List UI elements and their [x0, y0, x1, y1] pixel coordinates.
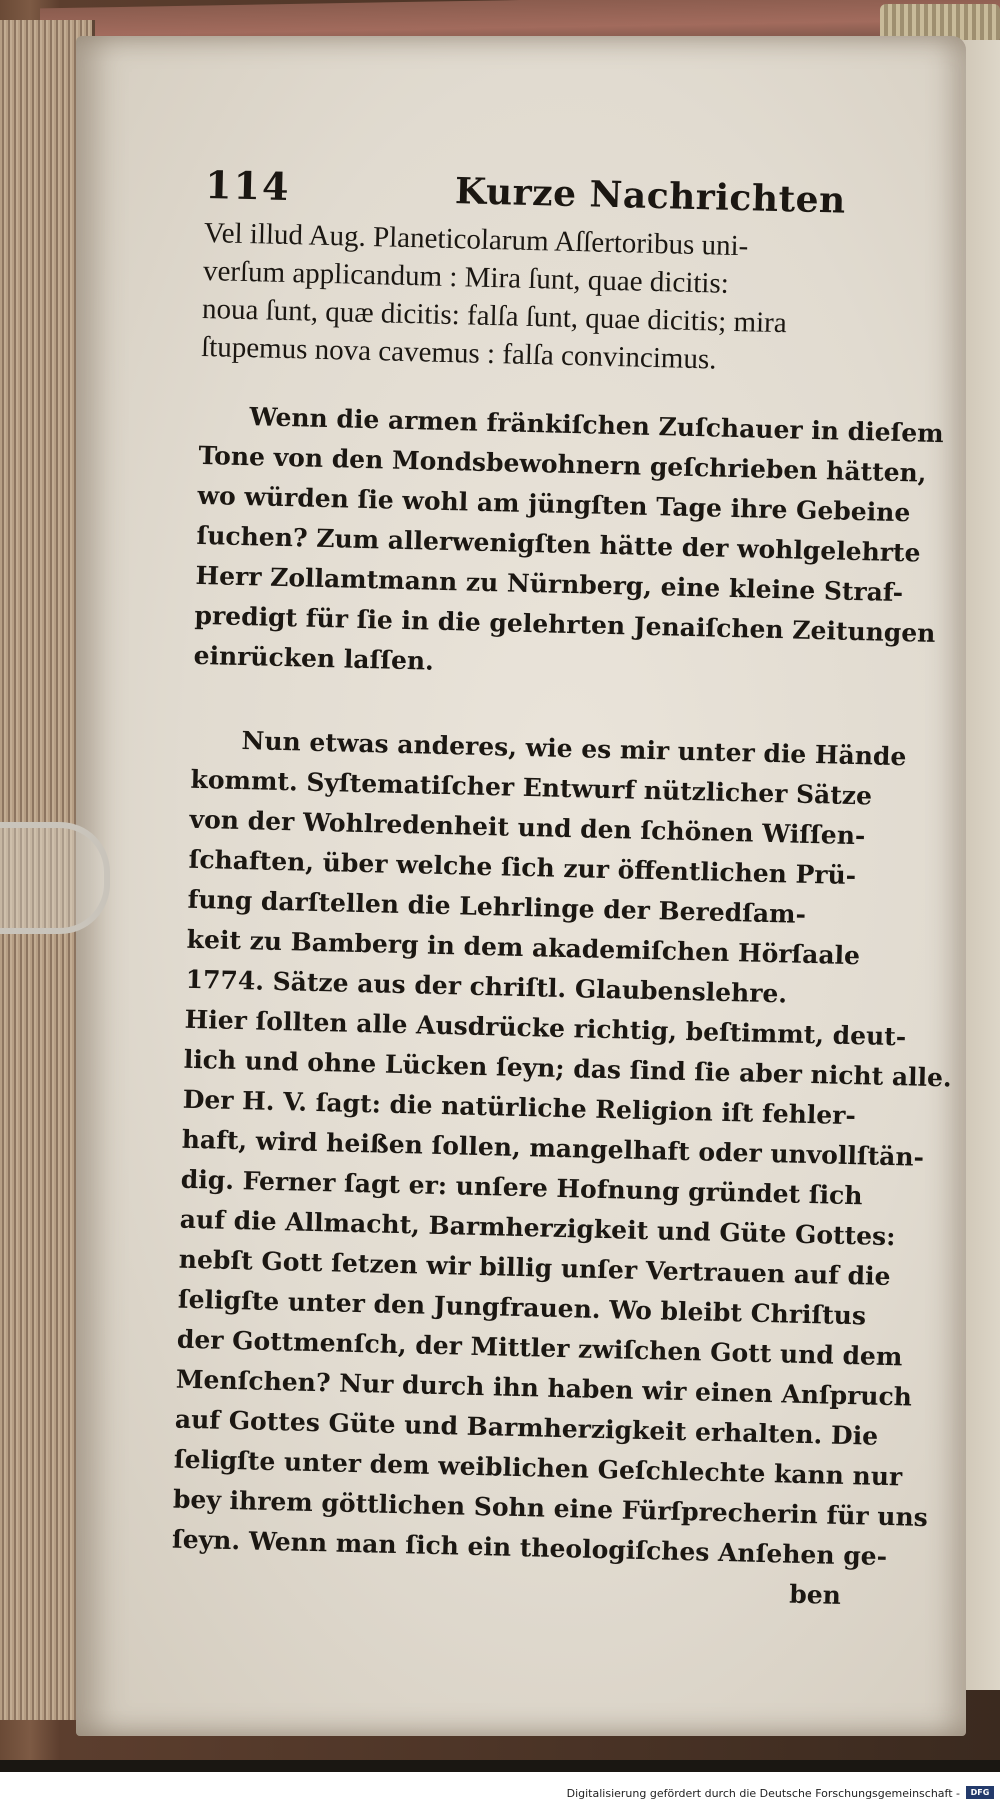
page-clip: [0, 822, 110, 934]
text-line: Menſchen? Nur durch ihn haben wir einen Anſpruch: [175, 1364, 913, 1412]
text-line: auf die Allmacht, Barmherzigkeit und Güte Gottes:: [179, 1204, 896, 1252]
paragraph-2: [171, 720, 953, 1617]
text-line: Herr Zollamtmann zu Nürnberg, eine kleine Straf-: [195, 560, 904, 608]
text-line: dig. Ferner ſagt er: unſere Hofnung gründet ſich: [180, 1164, 863, 1211]
text-line: kommt. Syſtematiſcher Entwurf nützlicher Sätze: [190, 764, 873, 811]
page-number: 114: [204, 161, 292, 210]
text-line: 1774. Sätze aus der chriſtl. Glaubenslehre.: [185, 964, 788, 1009]
text-line: ſeligſte unter den Jungfrauen. Wo bleibt Chriſtus: [177, 1284, 867, 1331]
dfg-logo: DFG: [966, 1786, 994, 1799]
text-line: fung darſtellen die Lehrlinge der Beredſam-: [187, 884, 807, 929]
text-line: verſum applicandum : Mira ſunt, quae dicitis:: [202, 254, 730, 300]
paragraph-1: [193, 396, 945, 693]
text-line: Tone von den Mondsbewohnern geſchrieben hätten,: [198, 440, 927, 488]
text-line: von der Wohlredenheit und den ſchönen Wiſſen-: [189, 804, 866, 851]
text-line: ſtupemus nova cavemus : falſa convincimus.: [200, 330, 717, 376]
text-line: keit zu Bamberg in dem akademiſchen Hörſaale: [186, 924, 861, 971]
text-line: haft, wird heißen ſollen, mangelhaft oder unvollſtän-: [181, 1124, 925, 1172]
text-line: noua ſunt, quæ dicitis: falſa ſunt, quae dicitis; mira: [201, 292, 788, 340]
text-line: auf Gottes Güte und Barmherzigkeit erhalten. Die: [174, 1404, 879, 1451]
footer-credit: Digitalisierung gefördert durch die Deutsche Forschungsgemeinschaft -: [566, 1787, 960, 1800]
running-head: Kurze Nachrichten: [454, 170, 847, 222]
text-line: ſchaften, über welche ſich zur öffentlichen Prü-: [188, 844, 857, 891]
text-block: [171, 150, 953, 1617]
facing-page-edge: [960, 40, 1000, 1690]
text-line: predigt für ſie in die gelehrten Jenaiſchen Zeitungen: [194, 600, 936, 648]
latin-quote: [201, 214, 905, 383]
text-line: Wenn die armen fränkiſchen Zuſchauer in dieſem: [249, 402, 945, 449]
text-line: Der H. V. ſagt: die natürliche Religion iſt fehler-: [182, 1084, 857, 1131]
text-line: ſeyn. Wenn man ſich ein theologiſches Anſehen ge-: [171, 1524, 888, 1572]
text-line: wo würden ſie wohl am jüngſten Tage ihre Gebeine: [197, 480, 911, 528]
catchword: ben: [788, 1579, 842, 1610]
text-line: Vel illud Aug. Planeticolarum Aſſertoribus uni-: [203, 216, 749, 263]
text-line: lich und ohne Lücken ſeyn; das ſind ſie aber nicht alle.: [183, 1044, 953, 1093]
text-line: Hier ſollten alle Ausdrücke richtig, beſtimmt, deut-: [184, 1004, 907, 1052]
text-line: einrücken laſſen.: [193, 640, 435, 676]
text-line: bey ihrem göttlichen Sohn eine Fürſprecherin für uns: [172, 1484, 929, 1533]
text-line: der Gottmenſch, der Mittler zwiſchen Gott und dem: [176, 1324, 903, 1372]
text-line: nebſt Gott ſetzen wir billig unſer Vertrauen auf die: [178, 1244, 891, 1292]
text-line: ſeligſte unter dem weiblichen Geſchlechte kann nur: [173, 1444, 903, 1492]
text-line: Nun etwas anderes, wie es mir unter die Hände: [241, 726, 907, 772]
text-line: ſuchen? Zum allerwenigſten hätte der wohlgelehrte: [196, 520, 921, 568]
